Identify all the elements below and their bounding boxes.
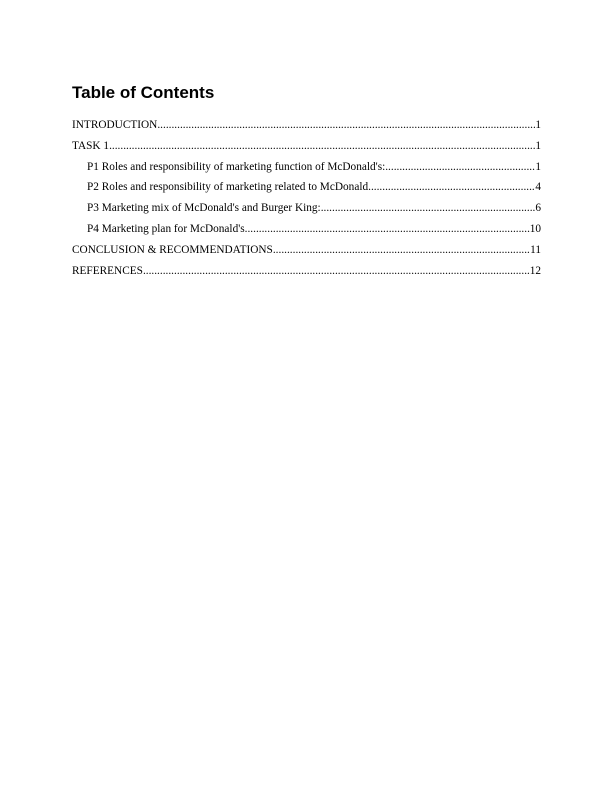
toc-dot-leader (273, 240, 530, 261)
toc-page-number: 10 (529, 222, 541, 235)
toc-page-number: 4 (535, 181, 541, 194)
toc-entry-label: P3 Marketing mix of McDonald's and Burger King: (87, 202, 321, 215)
toc-entry-p3[interactable] (72, 198, 541, 219)
toc-entry-label: P2 Roles and responsibility of marketing related to McDonald (87, 181, 369, 194)
toc-entry-introduction[interactable] (72, 115, 541, 136)
toc-page-number: 1 (535, 139, 541, 152)
toc-entry-label: CONCLUSION & RECOMMENDATIONS (72, 243, 273, 256)
toc-page-number: 11 (530, 243, 541, 256)
toc-dot-leader (321, 198, 536, 219)
toc-page-number: 6 (535, 202, 541, 215)
toc-entry-task-1[interactable] (72, 136, 541, 157)
toc-list (72, 115, 541, 281)
toc-dot-leader (368, 177, 535, 198)
toc-entry-p4[interactable] (72, 219, 541, 240)
toc-entry-label: P1 Roles and responsibility of marketing function of McDonald's: (87, 160, 386, 173)
toc-entry-label: REFERENCES (72, 264, 143, 277)
toc-dot-leader (157, 115, 535, 136)
toc-entry-conclusion[interactable] (72, 240, 541, 261)
toc-entry-label: P4 Marketing plan for McDonald's (87, 222, 245, 235)
toc-dot-leader (385, 157, 535, 178)
toc-page-number: 1 (535, 119, 541, 131)
toc-entry-p1[interactable] (72, 157, 541, 178)
toc-entry-label: TASK 1 (72, 139, 110, 152)
toc-entry-label: INTRODUCTION (72, 119, 158, 131)
toc-entry-p2[interactable] (72, 177, 541, 198)
toc-heading: Table of Contents (72, 83, 215, 102)
toc-dot-leader (143, 261, 530, 282)
toc-dot-leader (245, 219, 530, 240)
toc-page-number: 1 (535, 160, 541, 173)
toc-entry-references[interactable] (72, 261, 541, 282)
toc-dot-leader (109, 136, 535, 157)
toc-page-number: 12 (529, 264, 541, 277)
